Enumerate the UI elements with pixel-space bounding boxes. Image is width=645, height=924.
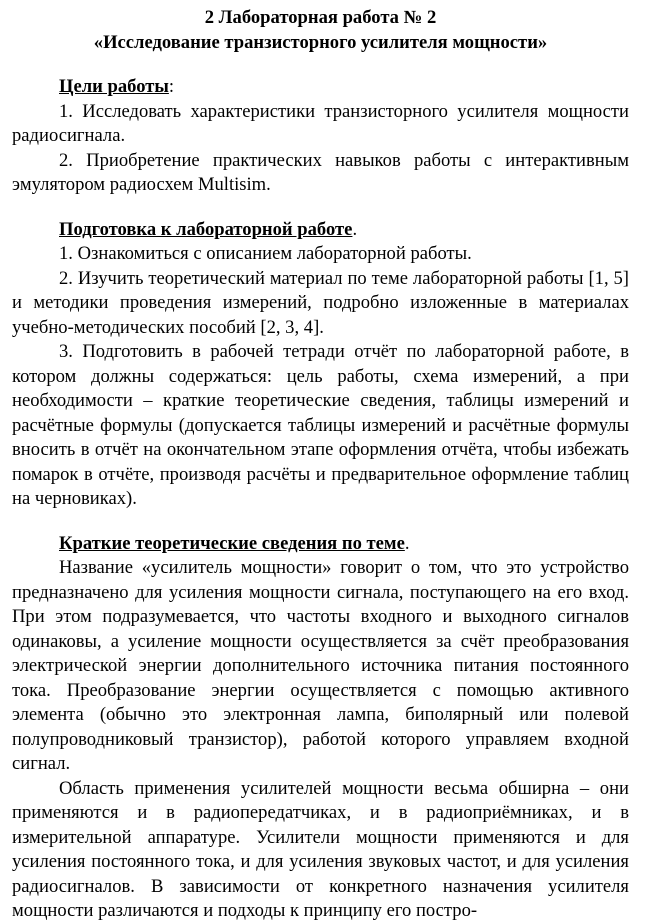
preparation-heading-suffix: . bbox=[352, 218, 358, 240]
lab-topic-title: «Исследование транзисторного усилителя мощности» bbox=[93, 31, 548, 53]
theory-section bbox=[12, 532, 629, 924]
preparation-heading bbox=[12, 218, 629, 243]
preparation-item-1: 1. Ознакомиться с описанием лабораторной работы. bbox=[59, 243, 472, 264]
goal-item-1: 1. Исследовать характеристики транзисторного усилителя мощности радиосигнала. bbox=[12, 100, 629, 146]
goal-item-2: 2. Приобретение практических навыков работы с интерактивным эмулятором радиосхем Multisim. bbox=[12, 149, 629, 195]
document-page bbox=[12, 6, 629, 924]
theory-heading-text: Краткие теоретические сведения по теме bbox=[59, 532, 405, 554]
preparation-item-2: 2. Изучить теоретический материал по теме лабораторной работы [1, 5] и методики проведения измерений, подробно изложенные в материалах учебно-методических пособий [2, 3, 4]. bbox=[12, 267, 629, 338]
preparation-item-3: 3. Подготовить в рабочей тетради отчёт по лабораторной работе, в котором должны содержаться: цель работы, схема измерений, а при необходимости – краткие теоретические сведения, таблицы измерений и расчётные формулы (допускается таблицы измерений и расчётные формулы вносить в отчёт на окончательном этапе оформления отчёта, чтобы избежать помарок в отчёте, производя расчёты и предварительное оформление таблиц на черновиках). bbox=[12, 341, 629, 509]
preparation-section bbox=[12, 218, 629, 512]
theory-paragraph-2: Область применения усилителей мощности весьма обширна – они применяются и в радиопередатчиках, и в радиоприёмниках, и в измерительной аппаратуре. Усилители мощности применяются и для усиления постоянного тока, и для усиления звуковых частот, и для усиления радиосигналов. В зависимости от конкретного назначения усилителя мощности различаются и подходы к принципу его постро- bbox=[12, 777, 629, 921]
goals-section bbox=[12, 75, 629, 198]
theory-heading bbox=[12, 532, 629, 557]
goals-heading-text: Цели работы bbox=[59, 76, 169, 97]
theory-paragraph-1: Название «усилитель мощности» говорит о том, что это устройство предназначено для усиления мощности сигнала, поступающего на его вход. При этом подразумевается, что частоты входного и выходного сигналов одинаковы, а усиление мощности осуществляется за счёт преобразования электрической энергии дополнительного источника питания постоянного тока. Преобразование энергии осуществляется с помощью активного элемента (обычно это электронная лампа, биполярный или полевой полупроводниковый транзистор), работой которого управляем входной сигнал. bbox=[12, 557, 629, 774]
preparation-heading-text: Подготовка к лабораторной работе bbox=[59, 218, 353, 240]
theory-heading-suffix: . bbox=[404, 532, 410, 554]
lab-number-title: 2 Лабораторная работа № 2 bbox=[204, 7, 437, 28]
goals-heading-suffix: : bbox=[168, 76, 175, 97]
goals-heading bbox=[12, 75, 629, 100]
